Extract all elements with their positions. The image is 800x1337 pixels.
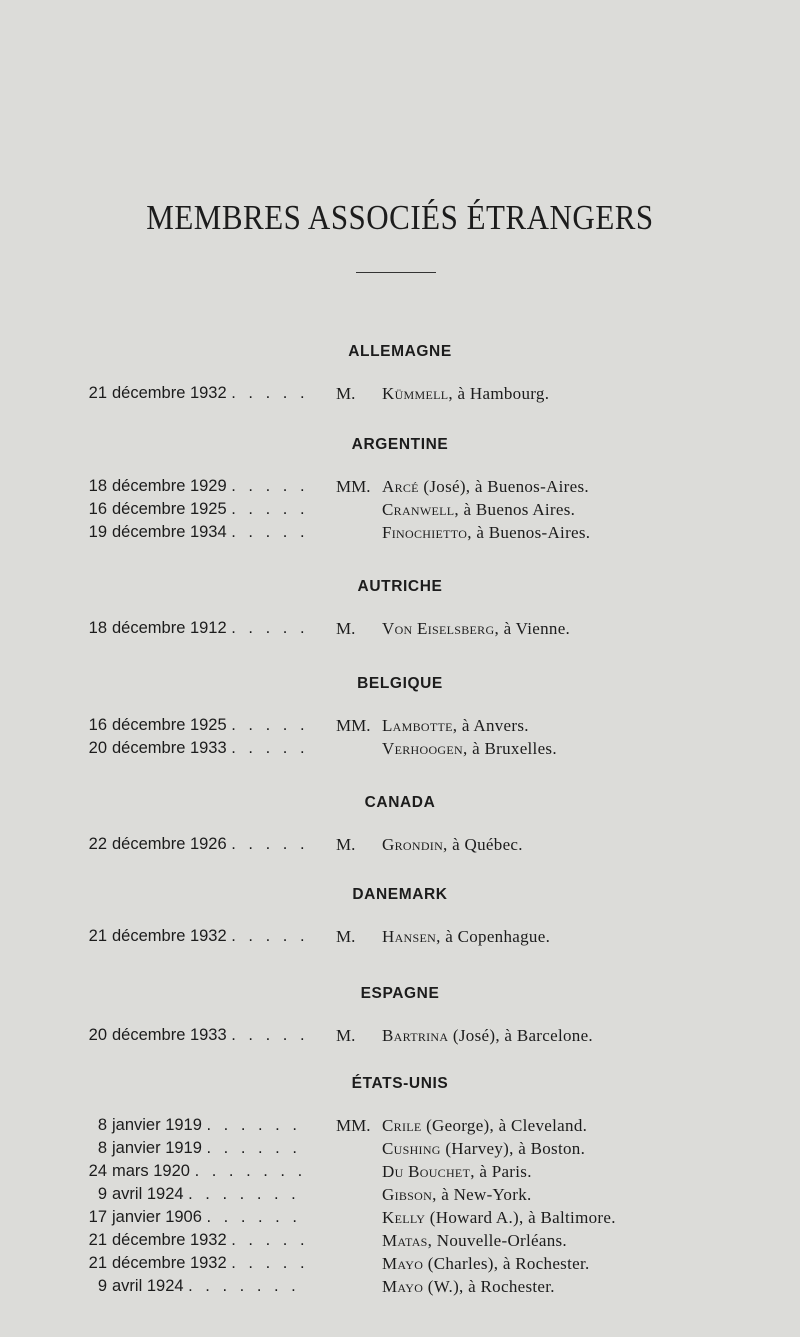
member-surname: Finochietto,	[382, 523, 472, 542]
leader-dots: . . . . . .	[206, 1139, 301, 1157]
election-date	[0, 617, 340, 640]
election-date	[0, 1252, 340, 1275]
leader-dots: . . . . .	[231, 384, 309, 402]
date-month-year: mars 1920	[112, 1162, 190, 1180]
member-details: à Québec.	[452, 835, 523, 854]
member-surname: Kümmell,	[382, 384, 453, 403]
section-heading: DANEMARK	[352, 886, 448, 903]
member-surname: Crile	[382, 1116, 422, 1135]
member-row	[0, 714, 800, 737]
election-date	[0, 1137, 340, 1160]
member-row	[0, 617, 800, 640]
member-surname: Gibson,	[382, 1185, 437, 1204]
date-month-year: janvier 1919	[112, 1139, 202, 1157]
member-row	[0, 1183, 800, 1206]
member-details: (George), à Cleveland.	[426, 1116, 588, 1135]
date-day: 16	[88, 716, 107, 734]
election-date	[0, 1160, 340, 1183]
election-date	[0, 833, 340, 856]
member-surname: Kelly	[382, 1208, 426, 1227]
date-day: 21	[88, 927, 107, 945]
leader-dots: . . . . .	[231, 1026, 309, 1044]
leader-dots: . . . . .	[231, 927, 309, 945]
member-details: (Charles), à Rochester.	[427, 1254, 590, 1273]
date-day: 20	[88, 739, 107, 757]
election-date	[0, 1114, 340, 1137]
member-name	[382, 737, 557, 760]
member-surname: Du Bouchet,	[382, 1162, 475, 1181]
member-surname: Mayo	[382, 1277, 424, 1296]
member-surname: Hansen,	[382, 927, 441, 946]
section-heading: BELGIQUE	[357, 675, 443, 692]
election-date	[0, 382, 340, 405]
date-day: 8	[97, 1116, 107, 1134]
member-name	[382, 1114, 587, 1137]
member-name	[382, 1024, 593, 1047]
leader-dots: . . . . . .	[206, 1208, 301, 1226]
member-row	[0, 1206, 800, 1229]
honorific: MM.	[336, 1116, 371, 1135]
date-day: 19	[88, 523, 107, 541]
member-name	[382, 498, 575, 521]
election-date	[0, 737, 340, 760]
member-row	[0, 1137, 800, 1160]
member-name	[382, 1160, 532, 1183]
leader-dots: . . . . .	[231, 739, 309, 757]
member-name	[382, 1252, 590, 1275]
member-row	[0, 498, 800, 521]
member-name	[382, 1206, 616, 1229]
member-details: à Anvers.	[461, 716, 529, 735]
title-divider	[356, 272, 436, 273]
date-month-year: avril 1924	[112, 1185, 184, 1203]
date-day: 20	[88, 1026, 107, 1044]
member-row	[0, 833, 800, 856]
member-details: (W.), à Rochester.	[427, 1277, 555, 1296]
member-row	[0, 925, 800, 948]
election-date	[0, 498, 340, 521]
honorific: M.	[336, 835, 356, 854]
member-name	[382, 833, 523, 856]
section-heading: ÉTATS-UNIS	[351, 1075, 449, 1092]
member-name	[382, 521, 590, 544]
member-details: à New-York.	[441, 1185, 532, 1204]
date-month-year: décembre 1932	[112, 384, 227, 402]
member-surname: Cushing	[382, 1139, 441, 1158]
member-details: à Bruxelles.	[472, 739, 557, 758]
page-title: MEMBRES ASSOCIÉS ÉTRANGERS	[146, 197, 654, 238]
member-row	[0, 1252, 800, 1275]
section-4	[0, 792, 800, 856]
member-name	[382, 617, 570, 640]
honorific: MM.	[336, 716, 371, 735]
member-row	[0, 521, 800, 544]
member-row	[0, 1160, 800, 1183]
member-details: à Paris.	[479, 1162, 532, 1181]
date-month-year: décembre 1932	[112, 1231, 227, 1249]
member-name	[382, 382, 549, 405]
leader-dots: . . . . .	[231, 835, 309, 853]
date-day: 21	[88, 1231, 107, 1249]
date-day: 21	[88, 1254, 107, 1272]
date-month-year: décembre 1912	[112, 619, 227, 637]
member-surname: Mayo	[382, 1254, 424, 1273]
member-details: à Copenhague.	[445, 927, 551, 946]
election-date	[0, 714, 340, 737]
member-row	[0, 1275, 800, 1298]
section-heading: CANADA	[364, 794, 436, 811]
member-surname: Grondin,	[382, 835, 448, 854]
election-date	[0, 475, 340, 498]
member-row	[0, 1229, 800, 1252]
date-month-year: décembre 1933	[112, 1026, 227, 1044]
member-details: à Buenos Aires.	[463, 500, 576, 519]
section-5	[0, 884, 800, 948]
date-month-year: décembre 1925	[112, 716, 227, 734]
member-surname: Verhoogen,	[382, 739, 468, 758]
member-row	[0, 1024, 800, 1047]
member-row	[0, 382, 800, 405]
section-heading: AUTRICHE	[357, 578, 443, 595]
date-month-year: décembre 1932	[112, 927, 227, 945]
section-heading: ARGENTINE	[351, 436, 449, 453]
leader-dots: . . . . . . .	[194, 1162, 307, 1180]
leader-dots: . . . . .	[231, 523, 309, 541]
member-surname: Lambotte,	[382, 716, 458, 735]
member-name	[382, 1275, 555, 1298]
honorific: M.	[336, 384, 356, 403]
date-month-year: janvier 1919	[112, 1116, 202, 1134]
election-date	[0, 925, 340, 948]
member-surname: Cranwell,	[382, 500, 459, 519]
date-month-year: janvier 1906	[112, 1208, 202, 1226]
honorific: MM.	[336, 477, 371, 496]
member-row	[0, 475, 800, 498]
date-day: 16	[88, 500, 107, 518]
election-date	[0, 1024, 340, 1047]
date-month-year: décembre 1934	[112, 523, 227, 541]
member-details: à Buenos-Aires.	[476, 523, 591, 542]
member-surname: Arcé	[382, 477, 419, 496]
member-details: à Hambourg.	[457, 384, 550, 403]
member-surname: Bartrina	[382, 1026, 449, 1045]
leader-dots: . . . . .	[231, 619, 309, 637]
section-heading: ALLEMAGNE	[348, 343, 452, 360]
election-date	[0, 521, 340, 544]
date-day: 9	[97, 1277, 107, 1295]
leader-dots: . . . . .	[231, 1231, 309, 1249]
honorific: M.	[336, 1026, 356, 1045]
date-month-year: décembre 1932	[112, 1254, 227, 1272]
section-heading: ESPAGNE	[360, 985, 440, 1002]
member-details: (Harvey), à Boston.	[445, 1139, 586, 1158]
member-name	[382, 1183, 532, 1206]
leader-dots: . . . . .	[231, 477, 309, 495]
leader-dots: . . . . . . .	[188, 1277, 300, 1295]
member-surname: Matas,	[382, 1231, 433, 1250]
leader-dots: . . . . .	[231, 500, 309, 518]
date-month-year: décembre 1925	[112, 500, 227, 518]
member-name	[382, 475, 589, 498]
section-6	[0, 983, 800, 1047]
date-day: 24	[88, 1162, 107, 1180]
section-0	[0, 341, 800, 405]
honorific: M.	[336, 619, 356, 638]
leader-dots: . . . . . . .	[188, 1185, 300, 1203]
date-month-year: avril 1924	[112, 1277, 184, 1295]
date-month-year: décembre 1926	[112, 835, 227, 853]
member-details: à Vienne.	[503, 619, 571, 638]
leader-dots: . . . . .	[231, 1254, 309, 1272]
date-month-year: décembre 1929	[112, 477, 227, 495]
member-row	[0, 1114, 800, 1137]
section-2	[0, 576, 800, 640]
member-name	[382, 714, 529, 737]
election-date	[0, 1183, 340, 1206]
member-details: (José), à Barcelone.	[452, 1026, 593, 1045]
section-7	[0, 1073, 800, 1298]
member-surname: Von Eiselsberg,	[382, 619, 500, 638]
date-month-year: décembre 1933	[112, 739, 227, 757]
date-day: 22	[88, 835, 107, 853]
honorific: M.	[336, 927, 356, 946]
date-day: 18	[88, 619, 107, 637]
member-row	[0, 737, 800, 760]
member-name	[382, 1137, 585, 1160]
member-details: Nouvelle-Orléans.	[436, 1231, 567, 1250]
election-date	[0, 1206, 340, 1229]
date-day: 18	[88, 477, 107, 495]
section-3	[0, 673, 800, 760]
date-day: 9	[97, 1185, 107, 1203]
election-date	[0, 1275, 340, 1298]
date-day: 17	[88, 1208, 107, 1226]
leader-dots: . . . . .	[231, 716, 309, 734]
date-day: 8	[97, 1139, 107, 1157]
member-name	[382, 925, 550, 948]
date-day: 21	[88, 384, 107, 402]
election-date	[0, 1229, 340, 1252]
section-1	[0, 434, 800, 544]
leader-dots: . . . . . .	[206, 1116, 301, 1134]
member-details: (José), à Buenos-Aires.	[423, 477, 589, 496]
member-name	[382, 1229, 567, 1252]
member-details: (Howard A.), à Baltimore.	[429, 1208, 616, 1227]
